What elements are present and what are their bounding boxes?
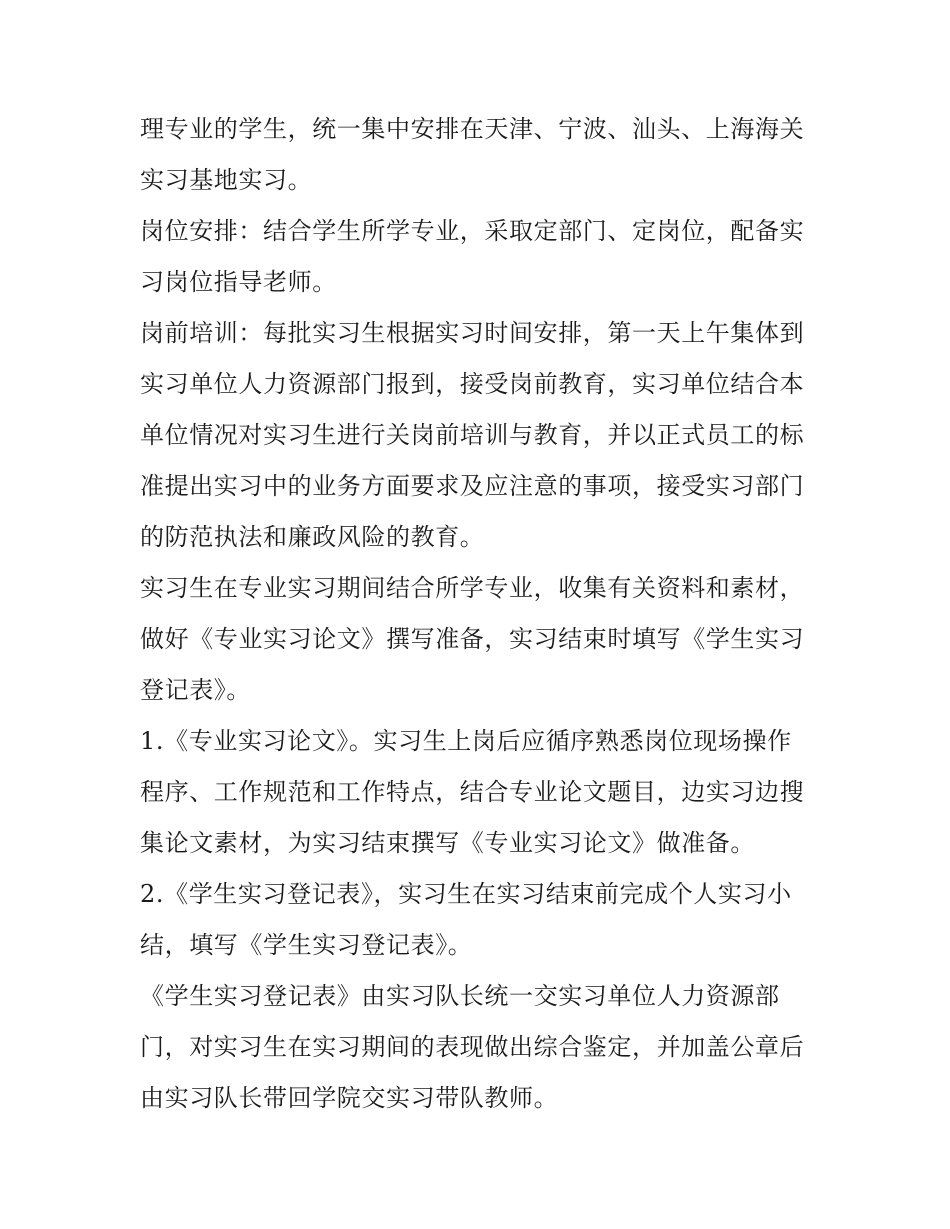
paragraph-position-arrangement: 岗位安排：结合学生所学专业，采取定部门、定岗位，配备实习岗位指导老师。	[140, 217, 805, 296]
paragraph-assignment-location: 理专业的学生，统一集中安排在天津、宁波、汕头、上海海关实习基地实习。	[140, 115, 805, 194]
paragraph-pre-job-training: 岗前培训：每批实习生根据实习时间安排，第一天上午集体到实习单位人力资源部门报到，接受岗前教育，实习单位结合本单位情况对实习生进行关岗前培训与教育，并以正式员工的标准提出实习中的业务方面要求及应注意的事项，接受实习部门的防范执法和廉政风险的教育。	[140, 319, 805, 551]
document-body	[140, 104, 812, 1124]
paragraph-internship-thesis: 1.《专业实习论文》。实习生上岗后应循序熟悉岗位现场操作程序、工作规范和工作特点，结合专业论文题目，边实习边搜集论文素材，为实习结束撰写《专业实习论文》做准备。	[140, 727, 805, 857]
paragraph-form-submission: 《学生实习登记表》由实习队长统一交实习单位人力资源部门，对实习生在实习期间的表现做出综合鉴定，并加盖公章后由实习队长带回学院交实习带队教师。	[140, 982, 805, 1112]
paragraph-internship-materials: 实习生在专业实习期间结合所学专业，收集有关资料和素材，做好《专业实习论文》撰写准备，实习结束时填写《学生实习登记表》。	[140, 574, 805, 704]
paragraph-registration-form: 2.《学生实习登记表》，实习生在实习结束前完成个人实习小结，填写《学生实习登记表》。	[140, 880, 792, 959]
